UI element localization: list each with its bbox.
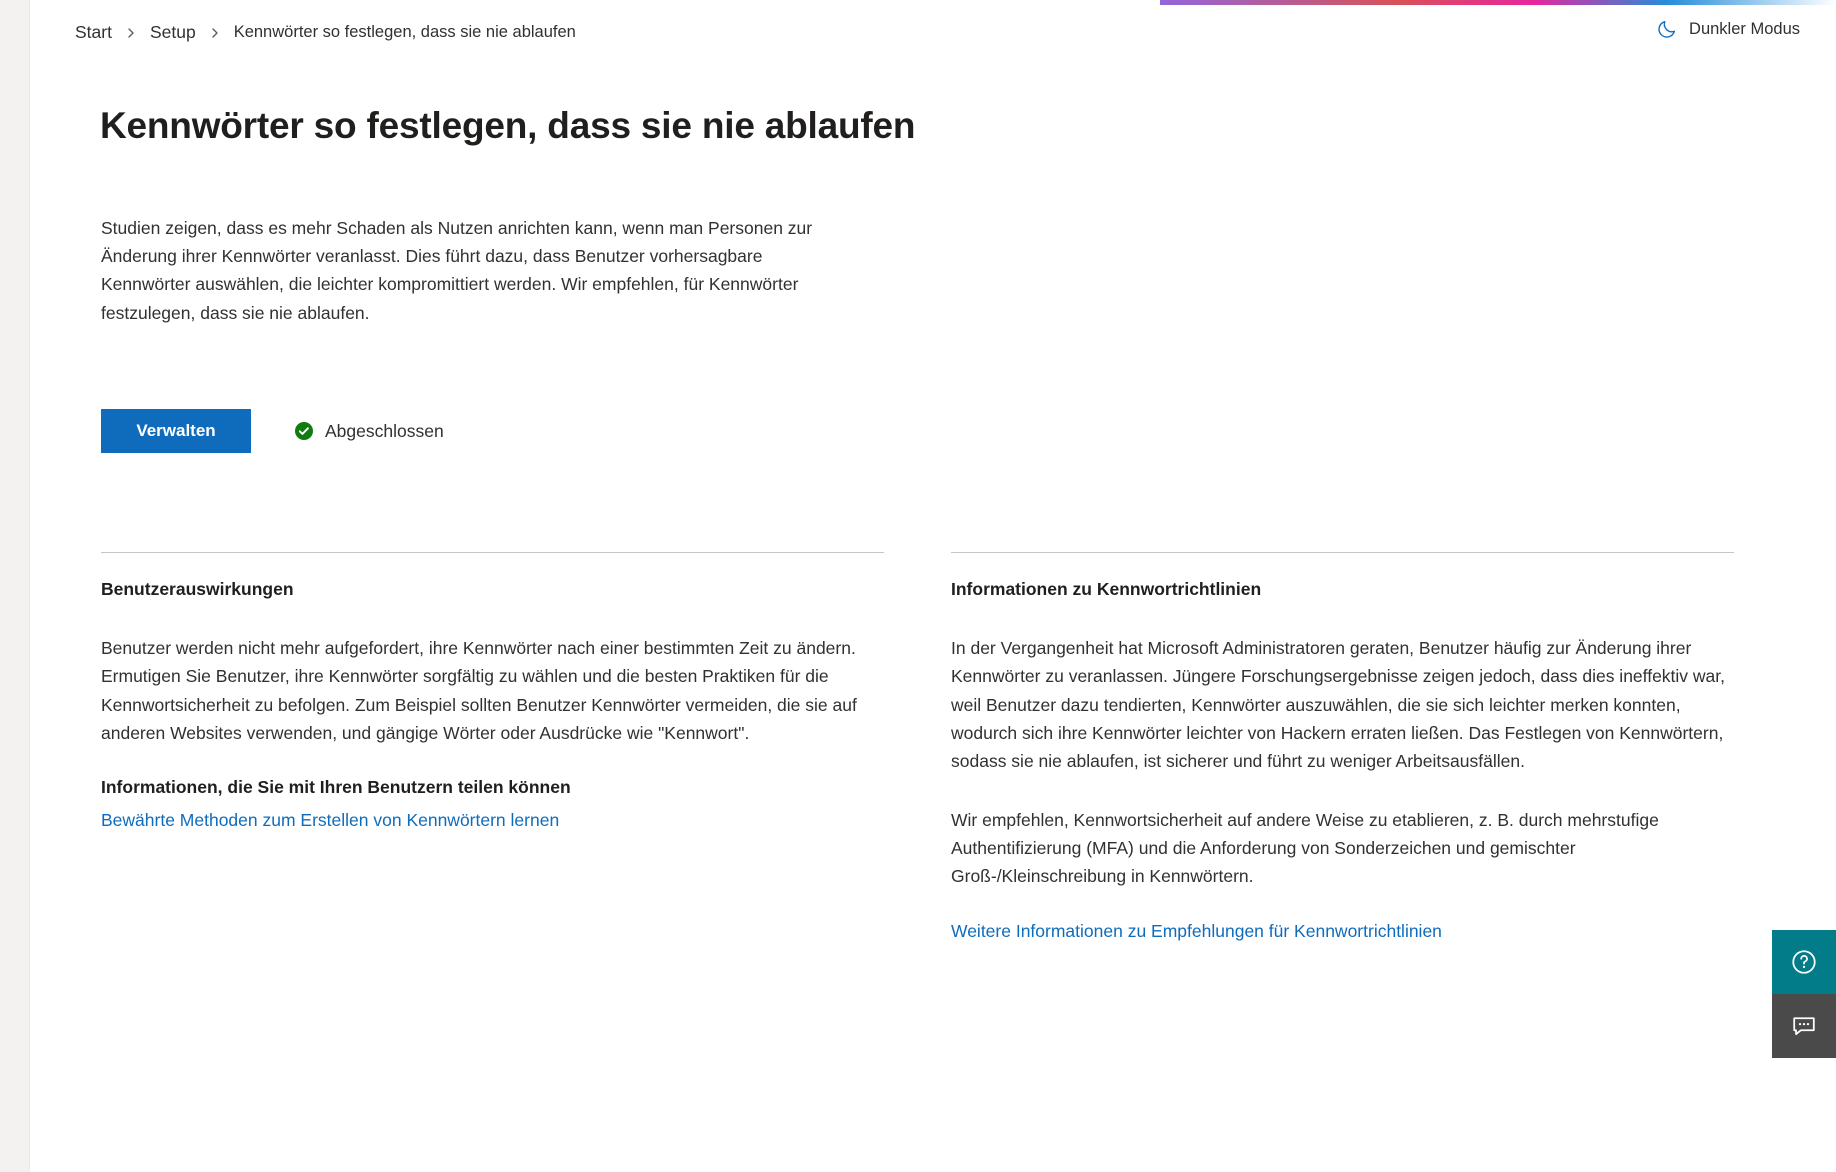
moon-icon [1656, 18, 1678, 40]
share-info-subtitle: Informationen, die Sie mit Ihren Benutzern teilen können [101, 777, 571, 798]
action-row [101, 409, 444, 453]
password-policy-paragraph-2: Wir empfehlen, Kennwortsicherheit auf andere Weise zu etablieren, z. B. durch mehrstufige Authentifizierung (MFA) und die Anforderung von Sonderzeichen und gemischter Groß-/Kleinschreibung in Kennwörtern. [951, 809, 1659, 887]
feedback-button[interactable] [1772, 994, 1836, 1058]
left-rail [0, 0, 30, 1172]
dark-mode-toggle[interactable] [1656, 18, 1800, 40]
help-button[interactable] [1772, 930, 1836, 994]
check-circle-icon [294, 421, 314, 441]
section-divider [101, 552, 884, 553]
chevron-right-icon [116, 27, 146, 39]
policy-recommendations-link[interactable]: Weitere Informationen zu Empfehlungen für Kennwortrichtlinien [951, 920, 1442, 941]
password-policy-info-section [951, 552, 1734, 942]
user-impact-paragraph: Benutzer werden nicht mehr aufgefordert, ihre Kennwörter nach einer bestimmten Zeit zu ändern. Ermutigen Sie Benutzer, ihre Kennwörter sorgfältig zu wählen und die besten Praktiken für die Kennwortsicherheit zu befolgen. Zum Beispiel sollten Benutzer Kennwörter vermeiden, die sie auf anderen Websites verwenden, und gängige Wörter oder Ausdrücke wie "Kennwort". [101, 638, 857, 744]
help-circle-icon [1790, 948, 1818, 976]
breadcrumb [71, 20, 580, 45]
manage-button[interactable]: Verwalten [101, 409, 251, 453]
dark-mode-label: Dunkler Modus [1689, 19, 1800, 38]
page-title: Kennwörter so festlegen, dass sie nie ablaufen [100, 105, 916, 146]
password-policy-title: Informationen zu Kennwortrichtlinien [951, 579, 1262, 599]
chevron-right-icon [200, 27, 230, 39]
password-policy-paragraph-1: In der Vergangenheit hat Microsoft Administratoren geraten, Benutzer häufig zur Änderung ihrer Kennwörter zu veranlassen. Jüngere Forschungsergebnisse zeigen jedoch, dass dies ineffektiv war, weil Benutzer dazu tendierten, Kennwörter auszuwählen, die sie sich leichter merken konnten, wodurch sich ihre Kennwörter leichter von Hackern erraten ließen. Das Festlegen von Kennwörtern, sodass sie nie ablaufen, ist sicherer und führt zu weniger Arbeitsausfällen. [951, 638, 1726, 772]
best-practices-link[interactable]: Bewährte Methoden zum Erstellen von Kennwörtern lernen [101, 810, 560, 831]
status-badge [294, 421, 444, 442]
page-intro: Studien zeigen, dass es mehr Schaden als Nutzen anrichten kann, wenn man Personen zur Änderung ihrer Kennwörter veranlasst. Dies führt dazu, dass Benutzer vorhersagbare Kennwörter auswählen, die leichter kompromittiert werden. Wir empfehlen, für Kennwörter festzulegen, dass sie nie ablaufen. [101, 217, 813, 323]
user-impact-section [101, 552, 884, 831]
breadcrumb-item-start[interactable]: Start [75, 22, 112, 42]
breadcrumb-item-current: Kennwörter so festlegen, dass sie nie ablaufen [233, 23, 576, 41]
user-impact-title: Benutzerauswirkungen [101, 579, 294, 599]
feedback-chat-icon [1790, 1012, 1818, 1040]
floating-action-stack [1772, 930, 1836, 1058]
section-divider [951, 552, 1734, 553]
page-content [30, 0, 1836, 1172]
breadcrumb-item-setup[interactable]: Setup [149, 22, 196, 42]
status-label: Abgeschlossen [325, 420, 444, 441]
